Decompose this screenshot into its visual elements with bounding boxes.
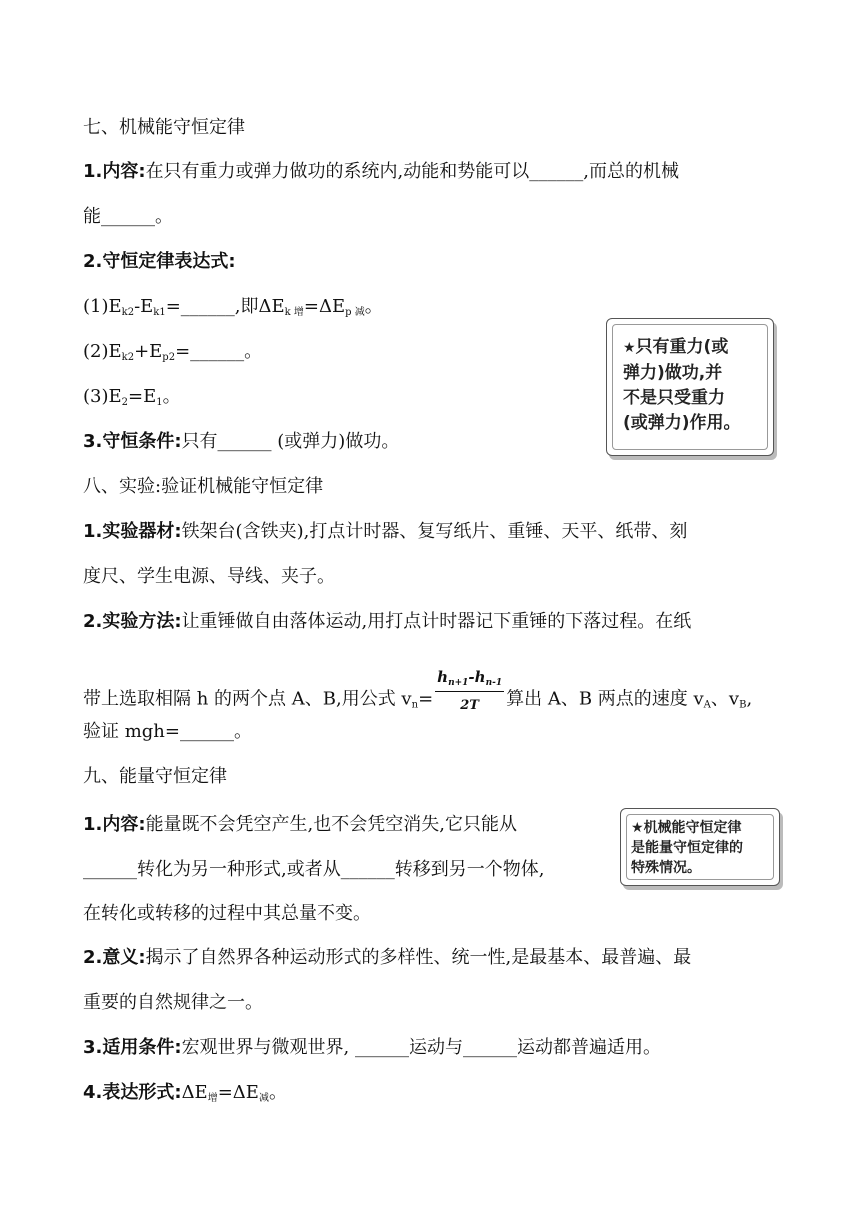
s8-verify: 验证 mgh=______。 <box>83 721 252 742</box>
s7-condition: 3.守恒条件:只有______ (或弹力)做功。 <box>83 431 400 452</box>
s7-expr-label: 2.守恒定律表达式: <box>83 251 236 272</box>
s8-equipment-line2: 度尺、学生电源、导线、夹子。 <box>83 566 335 587</box>
velocity-formula: $\frac{h_{n+1}-h_{n-1}}{2T}$ <box>435 665 504 718</box>
s7-expr-2: $(2)E_{k2}+E_{p2}=\_\_\_\_\_\_$。 <box>83 341 263 363</box>
s7-cond-label: 3.守恒条件: <box>83 431 182 452</box>
s9-form: 4.表达形式$:\Delta E_增=\Delta E_减$。 <box>83 1082 287 1104</box>
s9-meaning-line1: 2.意义:揭示了自然界各种运动形式的多样性、统一性,是最基本、最普遍、最 <box>83 947 692 968</box>
s7-expr-3: $(3)E_2=E_1$。 <box>83 386 181 408</box>
s7-content-label: 1.内容: <box>83 161 146 182</box>
section-9-title: 九、能量守恒定律 <box>83 766 227 787</box>
s9-meaning-line2: 重要的自然规律之一。 <box>83 992 263 1013</box>
s7-content-text: 在只有重力或弹力做功的系统内,动能和势能可以______,而总的机械 <box>145 161 680 182</box>
s9-apply: 3.适用条件:宏观世界与微观世界, ______运动与______运动都普遍适用。 <box>83 1037 662 1058</box>
tip-note-box: ★只有重力(或 弹力)做功,并 不是只受重力 (或弹力)作用。 <box>606 318 774 456</box>
section-8-title: 八、实验:验证机械能守恒定律 <box>83 476 324 497</box>
s7-content-line2: 能______。 <box>83 206 173 227</box>
s7-expr-1: $(1)E_{k2}-E_{k1}=\_\_\_\_\_\_$,即$\Delta E_{k 增}=\Delta E_{p 减}$。 <box>83 296 383 318</box>
s9-content-line2: ______转化为另一种形式,或者从______转移到另一个物体, <box>83 859 545 880</box>
s8-equipment-line1: 1.实验器材:铁架台(含铁夹),打点计时器、复写纸片、重锤、天平、纸带、刻 <box>83 521 688 542</box>
star-icon: ★ <box>631 820 644 836</box>
star-icon: ★ <box>623 340 636 356</box>
s8-method-line2: 带上选取相隔 h 的两个点 A、B,用公式 $v_n=$ $\frac{h_{n+1}-h_{n-1}}{2T}$ 算出 A、B 两点的速度 $v_A$、$v_B$, <box>83 673 752 726</box>
s7-content-line1 <box>83 160 679 184</box>
s9-content-line3: 在转化或转移的过程中其总量不变。 <box>83 903 371 924</box>
section-7-title: 七、机械能守恒定律 <box>83 117 245 138</box>
s8-method-line1: 2.实验方法:让重锤做自由落体运动,用打点计时器记下重锤的下落过程。在纸 <box>83 611 692 632</box>
tip-note-box-2: ★机械能守恒定律 是能量守恒定律的 特殊情况。 <box>620 808 780 886</box>
s9-content-line1: 1.内容:能量既不会凭空产生,也不会凭空消失,它只能从 <box>83 814 518 835</box>
